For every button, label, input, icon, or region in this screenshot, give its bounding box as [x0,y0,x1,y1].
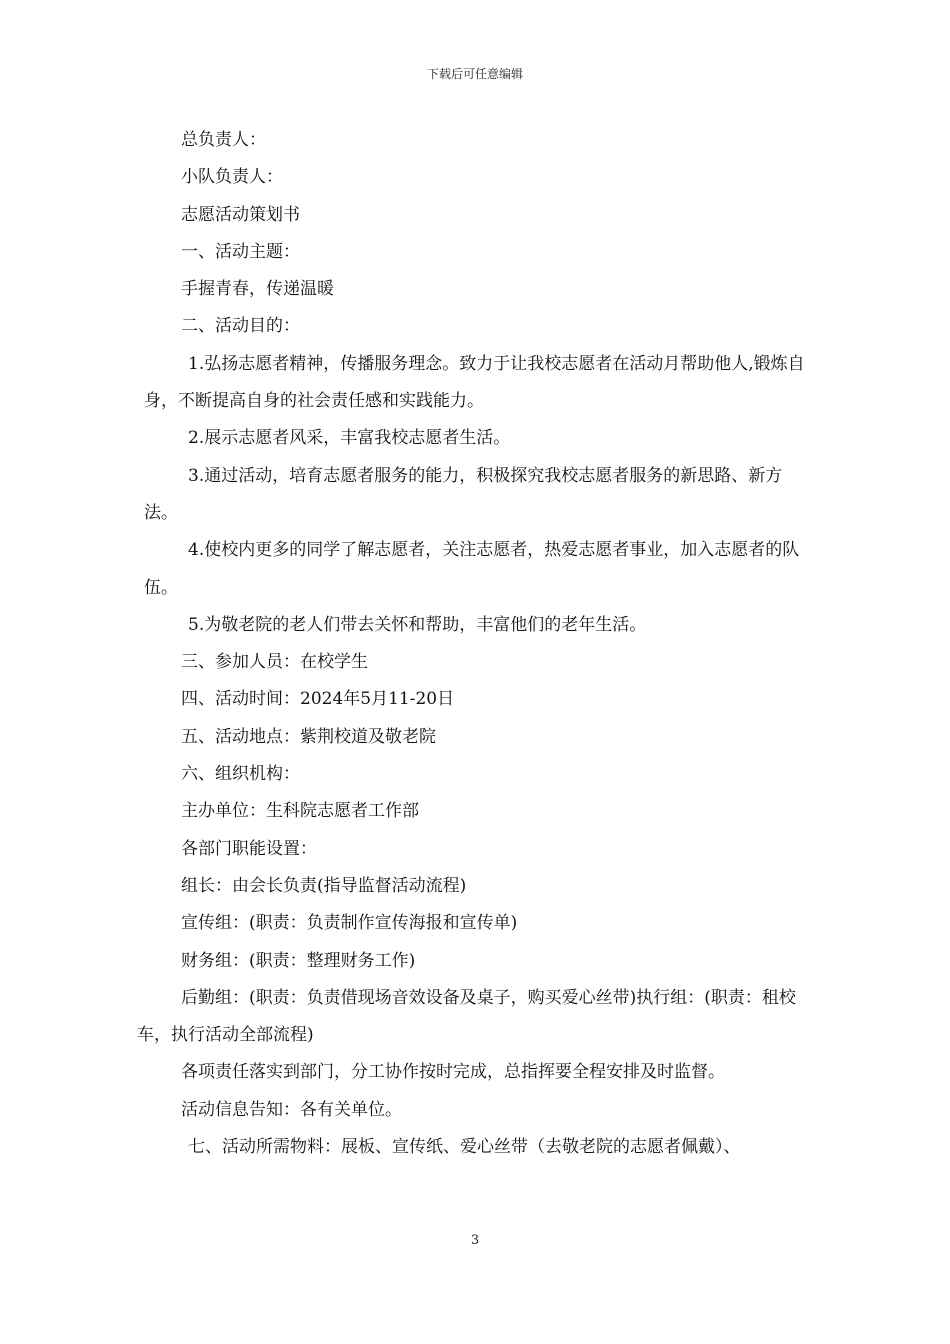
paragraph-purpose-4: 4.使校内更多的同学了解志愿者，关注志愿者，热爱志愿者事业，加入志愿者的队伍。 [144,540,800,598]
paragraph-publicity-group: 宣传组：(职责：负责制作宣传海报和宣传单) [181,913,518,934]
paragraph-team-leader: 小队负责人： [181,167,283,188]
paragraph-department-setup: 各部门职能设置： [181,838,317,859]
paragraph-logistics-group: 后勤组：(职责：负责借现场音效设备及桌子，购买爱心丝带)执行组：(职责：租校车，执行活动全部流程) [137,987,796,1046]
paragraph-section-participants: 三、参加人员：在校学生 [181,652,368,673]
paragraph-section-time: 四、活动时间：2024年5月11-20日 [181,689,455,710]
paragraph-purpose-2: 2.展示志愿者风采，丰富我校志愿者生活。 [188,428,511,449]
paragraph-section-purpose: 二、活动目的： [181,316,300,337]
paragraph-host: 主办单位：生科院志愿者工作部 [181,801,419,822]
page-header: 下载后可任意编辑 [426,67,523,81]
paragraph-responsibility: 各项责任落实到部门，分工协作按时完成，总指挥要全程安排及时监督。 [181,1062,725,1083]
paragraph-section-theme: 一、活动主题： [181,241,300,262]
document-body [137,122,816,1166]
paragraph-finance-group: 财务组：(职责：整理财务工作) [181,950,416,971]
paragraph-section-location: 五、活动地点：紫荆校道及敬老院 [181,726,436,747]
paragraph-section-materials: 七、活动所需物料：展板、宣传纸、爱心丝带（去敬老院的志愿者佩戴）、 [188,1137,741,1158]
paragraph-doc-title: 志愿活动策划书 [181,204,300,225]
paragraph-section-organization: 六、组织机构： [181,764,300,785]
paragraph-group-leader: 组长：由会长负责(指导监督活动流程) [181,875,467,896]
paragraph-general-leader: 总负责人： [181,130,266,150]
paragraph-purpose-3: 3.通过活动，培育志愿者服务的能力，积极探究我校志愿者服务的新思路、新方法。 [144,465,783,523]
paragraph-notice: 活动信息告知：各有关单位。 [181,1099,402,1120]
paragraph-purpose-5: 5.为敬老院的老人们带去关怀和帮助，丰富他们的老年生活。 [188,614,647,635]
paragraph-theme-text: 手握青春，传递温暖 [181,279,334,300]
page-number: 3 [470,1233,480,1248]
paragraph-purpose-1: 1.弘扬志愿者精神，传播服务理念。致力于让我校志愿者在活动月帮助他人,锻炼自身，不断提高自身的社会责任感和实践能力。 [144,353,805,412]
